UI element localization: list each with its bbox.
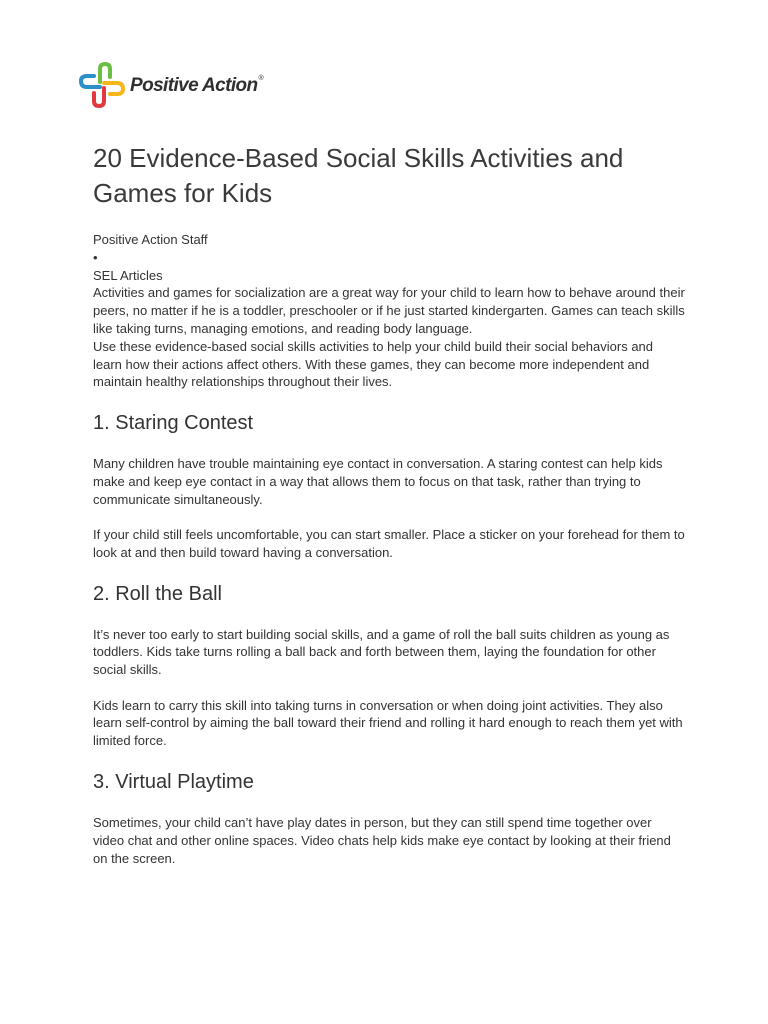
positive-action-logo	[78, 60, 263, 110]
section-body	[93, 814, 685, 867]
section-heading: 2. Roll the Ball	[93, 582, 222, 605]
section-heading: 1. Staring Contest	[93, 412, 254, 435]
logo-arm-blue	[81, 76, 100, 87]
article-meta	[93, 231, 685, 284]
article-intro	[93, 284, 685, 391]
category-link[interactable]: SEL Articles	[93, 267, 163, 283]
author: Positive Action Staff	[93, 232, 208, 247]
meta-separator: •	[93, 249, 98, 265]
section-body	[93, 626, 685, 750]
article	[93, 141, 685, 867]
section-paragraph: Sometimes, your child can’t have play dates in person, but they can still spend time together over video chat and other online spaces. Video chats help kids make eye contact by looking at their friend on the screen.	[93, 814, 671, 866]
brand-name: Positive Action®	[130, 75, 264, 96]
logo-arm-yellow	[104, 83, 123, 94]
section-paragraph: If your child still feels uncomfortable, you can start smaller. Place a sticker on your forehead for them to look at and then build toward having a conversation.	[93, 527, 685, 560]
logo-arm-red	[94, 88, 104, 106]
section-heading: 3. Virtual Playtime	[93, 770, 254, 793]
section-body	[93, 455, 685, 561]
section-paragraph: Many children have trouble maintaining eye contact in conversation. A staring contest can help kids make and keep eye contact in a way that allows them to focus on that task, rather than trying to communicate simultaneously.	[93, 456, 663, 507]
intro-paragraph: Activities and games for socialization are a great way for your child to learn how to behave around their peers, no matter if he is a toddler, preschooler or if he just started kindergarten. Games can teach skills like taking turns, managing emotions, and reading body language.	[93, 285, 685, 336]
article-title: 20 Evidence-Based Social Skills Activities and Games for Kids	[93, 143, 624, 208]
intro-paragraph: Use these evidence-based social skills activities to help your child build their social behaviors and learn how their actions affect others. With these games, they can become more independent and maintain healthy relationships throughout their lives.	[93, 338, 654, 390]
section-staring-contest	[93, 409, 685, 561]
section-paragraph: It’s never too early to start building social skills, and a game of roll the ball suits children as young as toddlers. Kids take turns rolling a ball back and forth between them, laying the foundation for other social skills.	[93, 626, 670, 678]
registered-mark: ®	[258, 75, 264, 82]
section-virtual-playtime	[93, 768, 685, 867]
section-roll-the-ball	[93, 580, 685, 750]
section-paragraph: Kids learn to carry this skill into taking turns in conversation or when doing joint activities. They also learn self-control by aiming the ball toward their friend and rolling it hard enough to reach them yet with limited force.	[93, 697, 683, 749]
positive-action-logo-icon	[78, 61, 126, 109]
logo-arm-green	[100, 64, 110, 82]
